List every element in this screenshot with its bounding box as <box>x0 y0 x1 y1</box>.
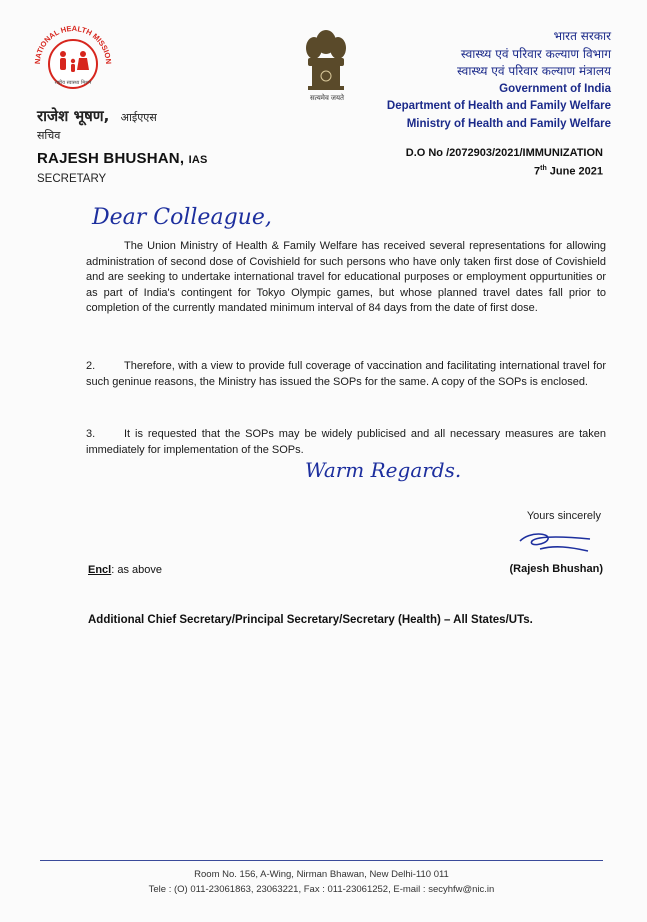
gov-english-line-2: Department of Health and Family Welfare <box>386 100 611 112</box>
addressee: Additional Chief Secretary/Principal Secretary/Secretary (Health) – All States/UTs. <box>88 614 533 626</box>
enclosure-label: Encl <box>88 564 112 576</box>
signer-name: (Rajesh Bhushan) <box>509 563 603 575</box>
footer-divider <box>40 860 603 861</box>
reference-block <box>303 146 603 180</box>
gov-english-line-3: Ministry of Health and Family Welfare <box>406 117 611 130</box>
enclosure-value: : as above <box>111 564 162 576</box>
svg-text:राष्ट्रीय स्वास्थ्य मिशन: राष्ट्रीय स्वास्थ्य मिशन <box>54 80 92 86</box>
footer <box>40 867 603 897</box>
emblem-motto: सत्यमेव जयते <box>309 95 345 102</box>
sender-name <box>37 150 208 167</box>
paragraph-3 <box>86 427 606 458</box>
sender-title: SECRETARY <box>37 173 107 185</box>
yours-sincerely: Yours sincerely <box>526 510 601 522</box>
paragraph-2-number: 2. <box>86 360 96 372</box>
sender-name-hindi-text: राजेश भूषण, <box>37 107 110 125</box>
paragraph-3-text: It is requested that the SOPs may be widely publicised and all necessary measures are taken immediately for implementation of the SOPs. <box>86 428 606 456</box>
svg-text:NATIONAL HEALTH MISSION: NATIONAL HEALTH MISSION <box>32 24 114 65</box>
enclosure <box>88 564 162 576</box>
nhm-logo-icon <box>26 24 120 96</box>
footer-address: Room No. 156, A-Wing, Nirman Bhawan, New Delhi-110 011 <box>194 869 449 880</box>
footer-contact: Tele : (O) 011-23061863, 23063221, Fax : 011-23061252, E-mail : secyhfw@nic.in <box>148 884 495 895</box>
gov-hindi-line-2: स्वास्थ्य एवं परिवार कल्याण विभाग <box>460 46 611 61</box>
warm-regards: Warm Regards. <box>305 458 462 482</box>
paragraph-3-number: 3. <box>86 428 96 440</box>
sender-ias: IAS <box>188 154 208 166</box>
gov-hindi-line-3: स्वास्थ्य एवं परिवार कल्याण मंत्रालय <box>456 64 611 78</box>
sender-title-hindi: सचिव <box>37 129 61 142</box>
do-number: D.O No /2072903/2021/IMMUNIZATION <box>405 147 603 159</box>
sender-ias-hindi: आईएएस <box>120 111 157 124</box>
government-block <box>311 28 611 133</box>
signature-icon <box>510 527 600 557</box>
gov-hindi-line-1: भारत सरकार <box>553 29 611 43</box>
sender-name-hindi <box>37 106 157 126</box>
paragraph-1: The Union Ministry of Health & Family Welfare has received several representations for allowing administration of second dose of Covishield for such persons who have only taken first dose of Covishield and are seeking to undertake international travel for educational purposes or employment oppurtunities or as part of India's contingent for Tokyo Olympic games, but whose planned travel dates fall prior to completion of the currently mandated minimum interval of 84 days from the date of first dose. <box>86 240 606 315</box>
gov-english-line-1: Government of India <box>499 82 611 95</box>
paragraph-2-text: Therefore, with a view to provide full coverage of vaccination and facilitating international travel for such geninue reasons, the Ministry has issued the SOPs for the same. A copy of the SOPs is enclosed. <box>86 360 606 388</box>
paragraph-2 <box>86 359 606 390</box>
salutation: Dear Colleague, <box>92 205 272 230</box>
sender-name-text: RAJESH BHUSHAN, <box>37 150 185 167</box>
letter-date: 7th June 2021 <box>534 165 603 178</box>
